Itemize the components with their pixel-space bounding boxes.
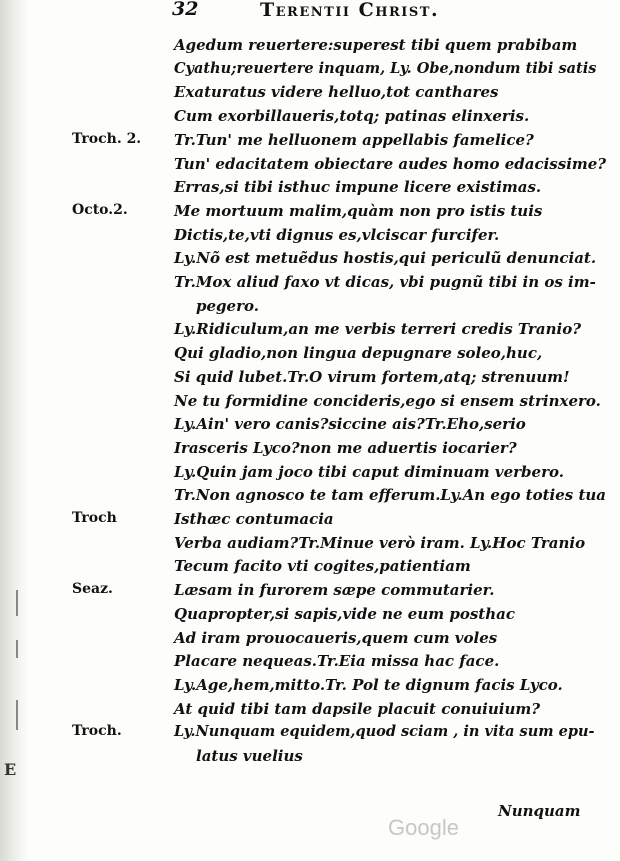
verse-text-line: Verba audiam?Tr.Minue verò iram. Ly.Hoc Tranio xyxy=(174,533,586,552)
verse-line xyxy=(0,557,620,581)
verse-line xyxy=(0,368,620,392)
meter-note: Octo.2. xyxy=(72,201,128,218)
verse-line xyxy=(0,273,620,297)
verse-line xyxy=(0,131,620,155)
verse-text-line: Cum exorbillaueris,totq; patinas elinxeris. xyxy=(174,107,530,126)
verse-line xyxy=(0,723,620,747)
verse-line xyxy=(0,178,620,202)
verse-text-line: Ly.Ridiculum,an me verbis terreri credis Tranio? xyxy=(174,320,581,339)
page-header xyxy=(172,0,602,28)
verse-line xyxy=(0,652,620,676)
verse-text-line: pegero. xyxy=(196,296,259,315)
verse-line xyxy=(0,392,620,416)
verse-line xyxy=(0,249,620,273)
verse-text-line: Ne tu formidine concideris,ego si ensem strinxero. xyxy=(174,391,601,410)
verse-line xyxy=(0,155,620,179)
verse-line xyxy=(0,439,620,463)
verse-text-line: Agedum reuertere:superest tibi quem prabibam xyxy=(174,36,578,54)
verse-line xyxy=(0,36,620,60)
verse-text-line: Isthæc contumacia xyxy=(174,510,334,528)
verse-line xyxy=(0,629,620,653)
verse-line xyxy=(0,297,620,321)
verse-text-line: Placare nequeas.Tr.Eia missa hac face. xyxy=(174,652,500,671)
verse-line xyxy=(0,202,620,226)
verse-line xyxy=(0,486,620,510)
verse-line xyxy=(0,747,620,771)
verse-text-line: latus vuelius xyxy=(196,747,303,765)
verse-text-line: Ly.Age,hem,mitto.Tr. Pol te dignum facis Lyco. xyxy=(174,675,563,694)
verse-text-line: Si quid lubet.Tr.O virum fortem,atq; strenuum! xyxy=(174,367,570,386)
verse-text-line: Tr.Mox aliud faxo vt dicas, vbi pugnũ tibi in os im- xyxy=(174,273,596,291)
meter-note: Seaz. xyxy=(72,581,113,598)
verse-line xyxy=(0,676,620,700)
verse-text-line: Ad iram prouocaueris,quem cum voles xyxy=(174,628,498,647)
verse-text-line: Dictis,te,vti dignus es,vlciscar furcifer. xyxy=(174,225,500,244)
verse-text-line: Ly.Nõ est metuẽdus hostis,qui periculũ denunciat. xyxy=(174,249,597,268)
meter-note: Troch xyxy=(72,510,117,526)
verse-text-line: Irasceris Lyco?non me aduertis iocarier? xyxy=(174,438,517,457)
verse-line xyxy=(0,415,620,439)
verse-line xyxy=(0,320,620,344)
verse-text-line: Tecum facito vti cogites,patientiam xyxy=(174,557,471,576)
verse-text-line: Qui gladio,non lingua depugnare soleo,huc, xyxy=(174,344,543,363)
catchword: Nunquam xyxy=(498,802,581,820)
verse-line xyxy=(0,534,620,558)
page-number: 32 xyxy=(172,0,199,20)
verse-text-line: Quapropter,si sapis,vide ne eum posthac xyxy=(174,604,515,623)
verse-text-line: Tr.Non agnosco te tam efferum.Ly.An ego toties tua xyxy=(174,486,606,505)
verse-line xyxy=(0,226,620,250)
verse-text-line: Erras,si tibi isthuc impune licere existimas. xyxy=(174,178,542,197)
running-title: Terentii Christ. xyxy=(260,0,440,21)
verse-line xyxy=(0,463,620,487)
verse-text-line: Exaturatus videre helluo,tot canthares xyxy=(174,83,499,102)
verse-text-line: Læsam in furorem sæpe commutarier. xyxy=(174,581,495,600)
verse-line xyxy=(0,510,620,534)
verse-text-line: At quid tibi tam dapsile placuit conuiuium? xyxy=(174,699,541,718)
verse-line xyxy=(0,605,620,629)
verse-line xyxy=(0,344,620,368)
verse-line xyxy=(0,581,620,605)
verse-text-line: Ly.Ain' vero canis?siccine ais?Tr.Eho,serio xyxy=(174,415,526,434)
verse-line xyxy=(0,83,620,107)
google-watermark: Google xyxy=(388,815,459,840)
verse-line xyxy=(0,60,620,84)
verse-line xyxy=(0,700,620,724)
verse-text-line: Ly.Nunquam equidem,quod sciam , in vita sum epu- xyxy=(174,723,595,741)
verse-line xyxy=(0,107,620,131)
meter-note: Troch. 2. xyxy=(72,130,142,147)
verse-text-line: Ly.Quin jam joco tibi caput diminuam verbero. xyxy=(174,462,564,481)
meter-note: Troch. xyxy=(72,723,122,740)
verse-text-line: Cyathu;reuertere inquam, Ly. Obe,nondum tibi satis xyxy=(174,59,597,77)
verse-text-line: Tun' edacitatem obiectare audes homo edacissime? xyxy=(174,154,607,173)
verse-text-line: Me mortuum malim,quàm non pro istis tuis xyxy=(174,201,543,220)
verse-text-line: Tr.Tun' me helluonem appellabis famelice? xyxy=(174,130,534,149)
margin-mark: E xyxy=(4,760,17,779)
